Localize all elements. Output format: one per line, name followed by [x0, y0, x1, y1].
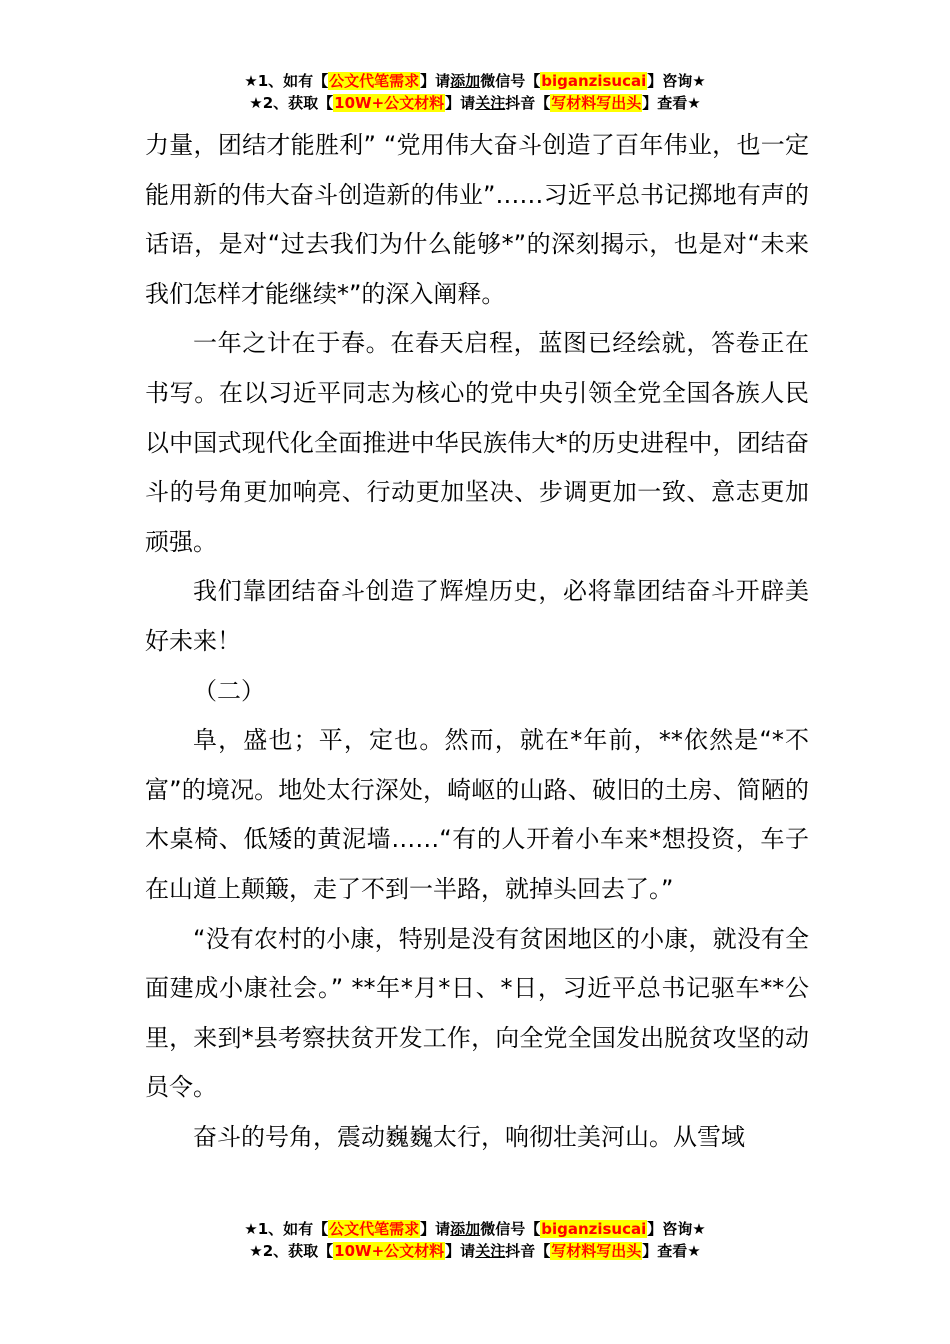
paragraph-3: 我们靠团结奋斗创造了辉煌历史，必将靠团结奋斗开辟美好未来！ — [145, 577, 809, 655]
banner-text: 1、如有【 — [257, 1220, 329, 1238]
banner-line-2 — [0, 1240, 950, 1262]
star-icon: ★ — [687, 1242, 701, 1260]
footer-banner — [0, 1218, 950, 1262]
highlight-wechat-id: biganzisucai — [541, 1220, 647, 1238]
star-icon: ★ — [249, 94, 263, 112]
highlight-materials: 10W+公文材料 — [334, 94, 445, 112]
highlight-service: 公文代笔需求 — [329, 1220, 420, 1238]
paragraph-1: 力量，团结才能胜利” “党用伟大奋斗创造了百年伟业，也一定能用新的伟大奋斗创造新的伟业”……习近平总书记掷地有声的话语，是对“过去我们为什么能够*”的深刻揭示，也是对“未来我们怎样才能继续*”的深入阐释。 — [145, 131, 809, 308]
banner-emphasis: 关注 — [475, 94, 506, 112]
banner-text: 微信号【 — [480, 1220, 541, 1238]
banner-text: 】咨询 — [647, 72, 693, 90]
banner-emphasis: 添加 — [450, 1220, 481, 1238]
banner-text: 抖音【 — [505, 1242, 551, 1260]
banner-text: 】咨询 — [647, 1220, 693, 1238]
star-icon: ★ — [687, 94, 701, 112]
star-icon: ★ — [692, 72, 706, 90]
paragraph-5: 阜，盛也；平，定也。然而，就在*年前，**依然是“*不富”的境况。地处太行深处，崎岖的山路、破旧的土房、简陋的木桌椅、低矮的黄泥墙……“有的人开着小车来*想投资，车子在山道上颠簸，走了不到一半路，就掉头回去了。” — [145, 726, 809, 903]
section-heading: （二） — [193, 676, 265, 705]
banner-line-2 — [0, 92, 950, 114]
banner-text: 】请 — [445, 1242, 476, 1260]
banner-text: 】请 — [420, 72, 451, 90]
document-body — [145, 121, 809, 1162]
header-banner — [0, 70, 950, 114]
star-icon: ★ — [249, 1242, 263, 1260]
banner-text: 】查看 — [642, 94, 688, 112]
banner-text: 微信号【 — [480, 72, 541, 90]
banner-line-1 — [0, 70, 950, 92]
banner-text: 】查看 — [642, 1242, 688, 1260]
banner-text: 2、获取【 — [262, 1242, 334, 1260]
star-icon: ★ — [692, 1220, 706, 1238]
banner-text: 2、获取【 — [262, 94, 334, 112]
star-icon: ★ — [244, 72, 258, 90]
banner-text: 1、如有【 — [257, 72, 329, 90]
banner-emphasis: 关注 — [475, 1242, 506, 1260]
banner-text: 】请 — [420, 1220, 451, 1238]
highlight-service: 公文代笔需求 — [329, 72, 420, 90]
banner-text: 】请 — [445, 94, 476, 112]
paragraph-2: 一年之计在于春。在春天启程，蓝图已经绘就，答卷正在书写。在以习近平同志为核心的党中央引领全党全国各族人民以中国式现代化全面推进中华民族伟大*的历史进程中，团结奋斗的号角更加响亮、行动更加坚决、步调更加一致、意志更加顽强。 — [145, 329, 809, 556]
paragraph-7: 奋斗的号角，震动巍巍太行，响彻壮美河山。从雪域 — [193, 1122, 745, 1151]
star-icon: ★ — [244, 1220, 258, 1238]
banner-text: 抖音【 — [505, 94, 551, 112]
highlight-douyin: 写材料写出头 — [551, 1242, 642, 1260]
banner-emphasis: 添加 — [450, 72, 481, 90]
banner-line-1 — [0, 1218, 950, 1240]
paragraph-6: “没有农村的小康，特别是没有贫困地区的小康，就没有全面建成小康社会。” **年*月*日、*日，习近平总书记驱车**公里，来到*县考察扶贫开发工作，向全党全国发出脱贫攻坚的动员令。 — [145, 924, 809, 1102]
highlight-douyin: 写材料写出头 — [551, 94, 642, 112]
highlight-materials: 10W+公文材料 — [334, 1242, 445, 1260]
highlight-wechat-id: biganzisucai — [541, 72, 647, 90]
